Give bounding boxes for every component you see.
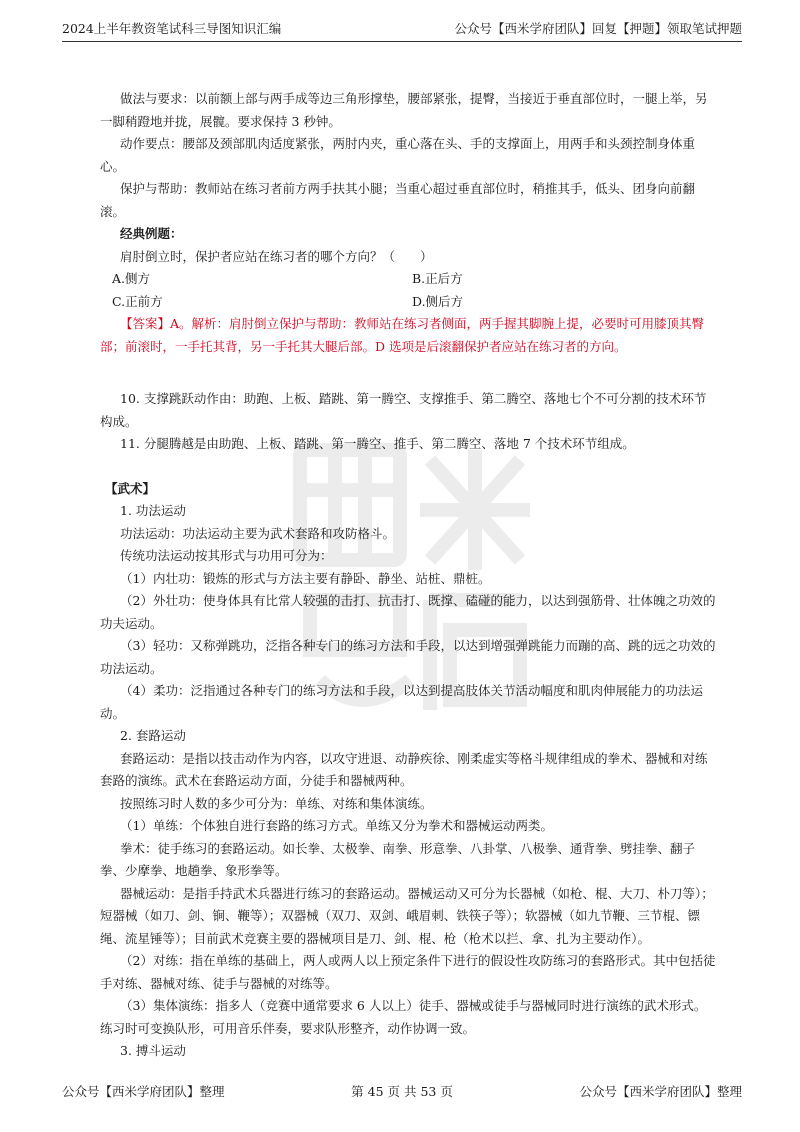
footer-left: 公众号【西米学府团队】整理 bbox=[62, 1084, 225, 1099]
page-number: 第 45 页 共 53 页 bbox=[351, 1084, 453, 1099]
paragraph-quanshu: 拳术：徒手练习的套路运动。如长拳、太极拳、南拳、形意拳、八卦掌、八极拳、通背拳、劈挂拳、翻子拳、少摩拳、地趟拳、象形拳等。 bbox=[100, 840, 696, 878]
list-item-duilian: （2）对练：指在单练的基础上，两人或两人以上预定条件下进行的假设性攻防练习的套路形式。其中包括徒手对练、器械对练、徒手与器械的对练等。 bbox=[100, 953, 716, 991]
option-d: D.侧后方 bbox=[412, 293, 464, 309]
answer-explanation: 【答案】A。解析：肩肘倒立保护与帮助：教师站在练习者侧面，两手握其脚腕上提，必要时可用膝顶其臀部；前滚时，一手托其背，另一手托其大腿后部。D 选项是后滚翻保护者应站在练习者的方向。 bbox=[100, 316, 705, 354]
list-item-danlian: （1）单练：个体独自进行套路的练习方式。单练又分为拳术和器械运动两类。 bbox=[120, 818, 553, 833]
page-header bbox=[62, 12, 742, 42]
paragraph-gongfa-types: 传统功法运动按其形式与功用可分为： bbox=[120, 548, 333, 563]
page-content bbox=[100, 88, 718, 1063]
list-item-jiti: （3）集体演练：指多人（竞赛中通常要求 6 人以上）徒手、器械或徒手与器械同时进行演练的武术形式。练习时可变换队形，可用音乐伴奏，要求队形整齐，动作协调一致。 bbox=[100, 998, 707, 1036]
page-footer bbox=[62, 1082, 742, 1100]
paragraph-gongfa-def: 功法运动：功法运动主要为武术套路和攻防格斗。 bbox=[120, 525, 396, 541]
section-title-wushu: 【武术】 bbox=[105, 480, 156, 496]
subsection-taolu: 2. 套路运动 bbox=[120, 728, 186, 743]
subsection-gongfa: 1. 功法运动 bbox=[120, 503, 186, 518]
option-a: A.侧方 bbox=[112, 271, 151, 286]
example-question: 肩肘倒立时，保护者应站在练习者的哪个方向？（ ） bbox=[120, 248, 433, 264]
paragraph-item-11: 11. 分腿腾越是由助跑、上板、踏跳、第一腾空、推手、第二腾空、落地 7 个技术环节组成。 bbox=[120, 436, 635, 451]
paragraph-protection: 保护与帮助：教师站在练习者前方两手扶其小腿；当重心超过垂直部位时，稍推其手，低头、团身向前翻滚。 bbox=[100, 181, 696, 219]
list-item-qinggong: （3）轻功：又称弹跳功，泛指各种专门的练习方法和手段，以达到增强弹跳能力而蹦的高、跳的远之功效的功法运动。 bbox=[100, 638, 716, 676]
example-title: 经典例题： bbox=[120, 226, 183, 241]
option-c: C.正前方 bbox=[112, 293, 163, 309]
paragraph-item-10: 10. 支撑跳跃动作由：助跑、上板、踏跳、第一腾空、支撑推手、第二腾空、落地七个不可分割的技术环节构成。 bbox=[100, 391, 707, 429]
list-item-neizhuang: （1）内壮功：锻炼的形式与方法主要有静卧、静坐、站桩、鼎桩。 bbox=[120, 570, 491, 586]
list-item-rougong: （4）柔功：泛指通过各种专门的练习方法和手段，以达到提高肢体关节活动幅度和肌肉伸展能力的功法运动。 bbox=[100, 683, 703, 721]
header-left-title: 2024上半年教资笔试科三导图知识汇编 bbox=[62, 21, 282, 36]
paragraph-taolu-types: 按照练习时人数的多少可分为：单练、对练和集体演练。 bbox=[120, 795, 433, 811]
paragraph-method: 做法与要求：以前额上部与两手成等边三角形撑垫，腰部紧张，提臀，当接近于垂直部位时，一腿上举，另一脚稍蹬地并拢，展髋。要求保持 3 秒钟。 bbox=[100, 91, 708, 129]
paragraph-qixie: 器械运动：是指手持武术兵器进行练习的套路运动。器械运动又可分为长器械（如枪、棍、大刀、朴刀等）；短器械（如刀、剑、锏、鞭等）；双器械（双刀、双剑、峨眉刺、铁筷子等）；软器械（如九节鞭、三节棍、镖绳、流星锤等）；目前武术竞赛主要的器械项目是刀、剑、棍、枪（枪术以拦、拿、扎为主要动作）。 bbox=[100, 885, 714, 946]
paragraph-taolu-def: 套路运动：是指以技击动作为内容，以攻守进退、动静疾徐、刚柔虚实等格斗规律组成的拳术、器械和对练套路的演练。武术在套路运动方面，分徒手和器械两种。 bbox=[100, 750, 708, 788]
footer-right: 公众号【西米学府团队】整理 bbox=[579, 1084, 742, 1099]
header-right-notice: 公众号【西米学府团队】回复【押题】领取笔试押题 bbox=[454, 21, 742, 36]
list-item-waizhuang: （2）外壮功：使身体具有比常人较强的击打、抗击打、既撑、磕碰的能力，以达到强筋骨、壮体魄之功效的功夫运动。 bbox=[100, 593, 716, 631]
paragraph-key-points: 动作要点：腰部及颈部肌肉适度紧张，两肘内夹，重心落在头、手的支撑面上，用两手和头颈控制身体重心。 bbox=[100, 136, 696, 174]
option-b: B.正后方 bbox=[412, 271, 463, 286]
answer-options bbox=[100, 268, 718, 313]
subsection-bodou: 3. 搏斗运动 bbox=[120, 1043, 186, 1058]
